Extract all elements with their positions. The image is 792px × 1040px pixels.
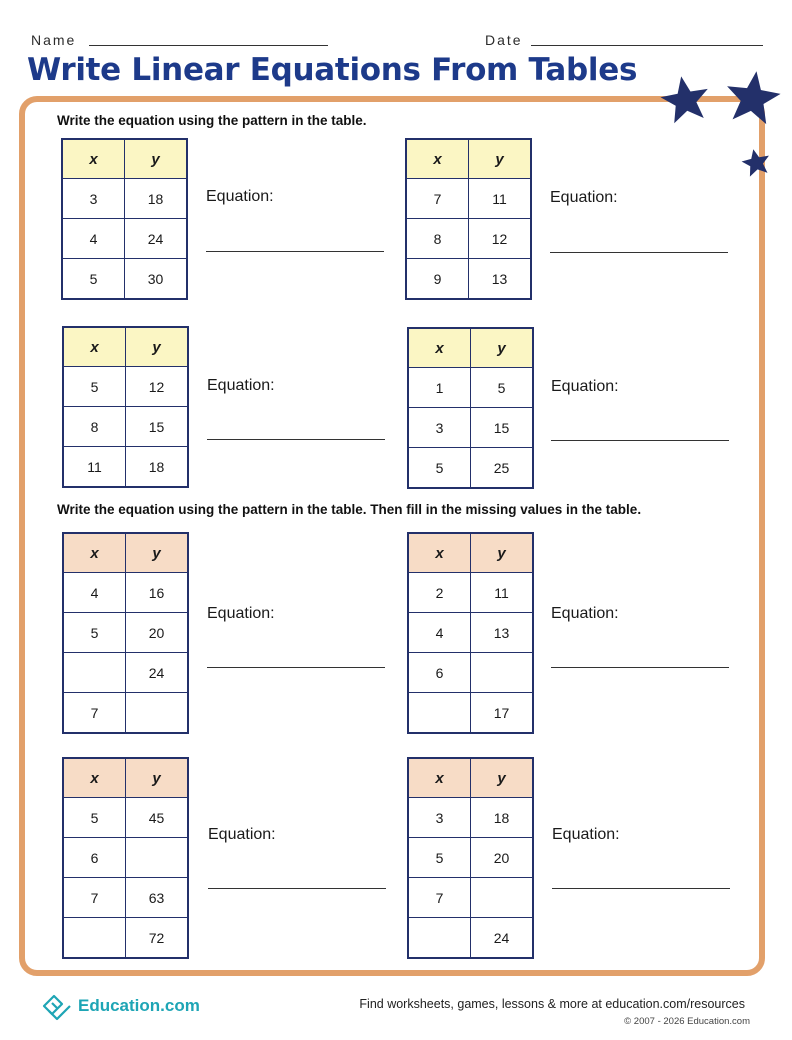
x-cell: 6 [435, 664, 444, 681]
equation-label: Equation: [208, 826, 276, 843]
equation-answer-line[interactable] [552, 888, 730, 889]
y-cell: 20 [470, 838, 532, 877]
y-cell: 16 [125, 573, 187, 612]
x-cell: 7 [433, 190, 442, 207]
x-cell[interactable] [64, 918, 125, 957]
y-cell: 63 [125, 878, 187, 917]
education-logo-icon [40, 990, 74, 1022]
x-cell: 9 [433, 270, 442, 287]
x-cell: 7 [435, 889, 444, 906]
table-3 [62, 326, 189, 488]
brand-name: Education.com [78, 996, 200, 1015]
y-header: y [125, 759, 187, 797]
equation-label: Equation: [551, 378, 619, 395]
footer-copyright: © 2007 - 2026 Education.com [624, 1016, 750, 1027]
y-cell: 24 [124, 219, 186, 258]
y-header: y [125, 328, 187, 366]
y-cell: 13 [470, 613, 532, 652]
y-cell[interactable] [125, 693, 187, 732]
section1-instruction: Write the equation using the pattern in the table. [57, 113, 367, 128]
section2-instruction: Write the equation using the pattern in the table. Then fill in the missing values in the table. [57, 502, 642, 517]
table-2 [405, 138, 532, 300]
y-cell: 25 [470, 448, 532, 487]
x-cell: 4 [435, 624, 444, 641]
y-cell: 12 [125, 367, 187, 406]
x-cell: 3 [435, 809, 444, 826]
equation-label: Equation: [207, 377, 275, 394]
x-cell: 6 [90, 849, 99, 866]
y-cell: 11 [468, 179, 530, 218]
y-cell: 18 [125, 447, 187, 486]
equation-answer-line[interactable] [551, 440, 729, 441]
x-cell[interactable] [409, 918, 470, 957]
x-cell: 1 [435, 379, 444, 396]
equation-label: Equation: [206, 188, 274, 205]
equation-label: Equation: [551, 605, 619, 622]
x-cell: 8 [90, 418, 99, 435]
y-cell: 18 [124, 179, 186, 218]
y-cell: 5 [470, 368, 532, 407]
y-cell: 18 [470, 798, 532, 837]
star-icon [723, 67, 784, 125]
y-header: y [125, 534, 187, 572]
date-line[interactable] [531, 45, 763, 46]
y-header: y [470, 534, 532, 572]
star-icon [658, 72, 713, 125]
x-cell[interactable] [64, 653, 125, 692]
y-cell[interactable] [125, 838, 187, 877]
table-4 [407, 327, 534, 489]
x-cell: 5 [89, 270, 98, 287]
page-title: Write Linear Equations From Tables [27, 52, 638, 88]
x-cell: 11 [87, 458, 102, 475]
x-cell: 5 [435, 459, 444, 476]
y-cell[interactable] [470, 878, 532, 917]
y-header: y [468, 140, 530, 178]
equation-answer-line[interactable] [206, 251, 384, 252]
x-cell: 5 [435, 849, 444, 866]
equation-answer-line[interactable] [550, 252, 728, 253]
equation-answer-line[interactable] [207, 667, 385, 668]
x-header: x [433, 150, 442, 168]
x-cell: 8 [433, 230, 442, 247]
x-cell: 5 [90, 809, 99, 826]
equation-answer-line[interactable] [208, 888, 386, 889]
y-cell: 12 [468, 219, 530, 258]
table-6 [407, 532, 534, 734]
equation-answer-line[interactable] [207, 439, 385, 440]
name-line[interactable] [89, 45, 328, 46]
name-label: Name [31, 32, 77, 48]
y-cell: 72 [125, 918, 187, 957]
y-cell: 11 [470, 573, 532, 612]
date-label: Date [485, 32, 523, 48]
equation-label: Equation: [207, 605, 275, 622]
y-cell: 30 [124, 259, 186, 298]
x-cell: 4 [89, 230, 98, 247]
table-7 [62, 757, 189, 959]
x-header: x [90, 544, 99, 562]
y-header: y [124, 140, 186, 178]
y-cell: 45 [125, 798, 187, 837]
x-header: x [435, 339, 444, 357]
table-1 [61, 138, 188, 300]
footer-tagline[interactable]: Find worksheets, games, lessons & more at education.com/resources [359, 997, 745, 1011]
star-icon [740, 146, 773, 177]
y-cell: 24 [125, 653, 187, 692]
x-cell: 3 [89, 190, 98, 207]
y-cell: 15 [470, 408, 532, 447]
x-header: x [90, 338, 99, 356]
x-header: x [435, 769, 444, 787]
x-header: x [435, 544, 444, 562]
y-cell[interactable] [470, 653, 532, 692]
equation-label: Equation: [550, 189, 618, 206]
x-header: x [90, 769, 99, 787]
y-cell: 15 [125, 407, 187, 446]
y-cell: 17 [470, 693, 532, 732]
y-cell: 20 [125, 613, 187, 652]
x-cell: 7 [90, 889, 99, 906]
y-cell: 13 [468, 259, 530, 298]
table-8 [407, 757, 534, 959]
x-cell: 5 [90, 378, 99, 395]
table-5 [62, 532, 189, 734]
x-cell[interactable] [409, 693, 470, 732]
x-cell: 4 [90, 584, 99, 601]
x-cell: 7 [90, 704, 99, 721]
equation-label: Equation: [552, 826, 620, 843]
equation-answer-line[interactable] [551, 667, 729, 668]
y-cell: 24 [470, 918, 532, 957]
x-header: x [89, 150, 98, 168]
stars-decoration [650, 66, 790, 191]
x-cell: 2 [435, 584, 444, 601]
y-header: y [470, 329, 532, 367]
x-cell: 3 [435, 419, 444, 436]
y-header: y [470, 759, 532, 797]
x-cell: 5 [90, 624, 99, 641]
education-brand[interactable] [40, 990, 200, 1022]
